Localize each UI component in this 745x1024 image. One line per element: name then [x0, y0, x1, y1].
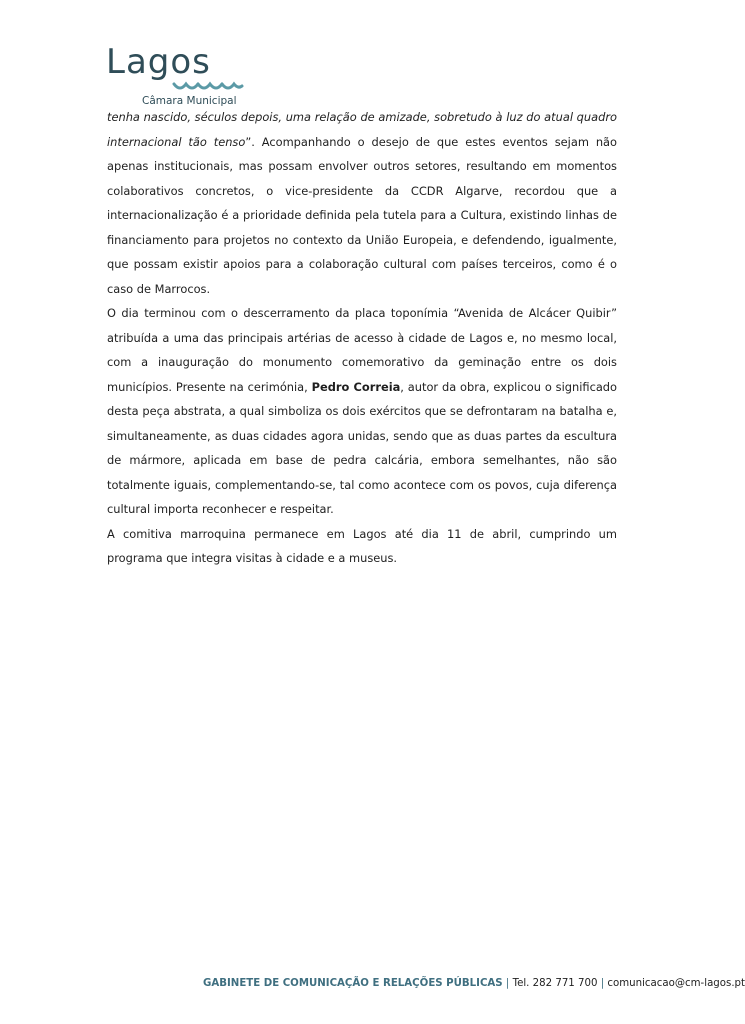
footer-department: GABINETE DE COMUNICAÇÃO E RELAÇÕES PÚBLICAS — [203, 978, 503, 989]
footer-separator-2: | — [600, 978, 605, 989]
municipal-logo — [106, 44, 246, 110]
paragraph-2-text-start: O dia terminou com o descerramento da placa toponímia “Avenida de Alcácer Quibir” atribuída a uma das principais artérias de acesso à cidade de Lagos e, no mesmo local, com a inauguração do monumento comemorativo da geminação entre os dois municípios. Presente na cerimónia, — [107, 306, 617, 394]
page-footer — [203, 977, 745, 991]
paragraph-2 — [107, 301, 617, 522]
paragraph-2-text-end: , autor da obra, explicou o significado desta peça abstrata, a qual simboliza os dois exércitos que se defrontaram na batalha e, simultaneamente, as duas cidades agora unidas, sendo que as duas partes da escultura de mármore, aplicada em base de pedra calcária, embora semelhantes, não são totalmente iguais, complementando-se, tal como acontece com os povos, cuja diferença cultural importa reconhecer e respeitar. — [107, 379, 618, 516]
paragraph-1 — [107, 105, 617, 301]
author-name: Pedro Correia — [311, 379, 401, 394]
footer-email[interactable]: comunicacao@cm-lagos.pt — [607, 978, 745, 989]
logo-subtitle: Câmara Municipal — [142, 95, 237, 107]
logo-wordmark: Lagos — [106, 42, 211, 82]
waves-icon — [172, 80, 244, 94]
paragraph-1-text: ”. Acompanhando o desejo de que estes eventos sejam não apenas institucionais, mas possam envolver outros setores, resultando em momentos colaborativos concretos, o vice-presidente da CCDR Algarve, recordou que a internacionalização é a prioridade definida pela tutela para a Cultura, existindo linhas de financiamento para projetos no contexto da União Europeia, e defendendo, igualmente, que possam existir apoios para a colaboração cultural com países terceiros, como é o caso de Marrocos. — [107, 134, 617, 296]
paragraph-3: A comitiva marroquina permanece em Lagos até dia 11 de abril, cumprindo um programa que integra visitas à cidade e a museus. — [107, 526, 617, 565]
article-body — [107, 105, 617, 571]
footer-separator: | — [505, 978, 510, 989]
footer-telephone: Tel. 282 771 700 — [512, 978, 598, 989]
quote-italic: tenha nascido, séculos depois, uma relação de amizade, sobretudo à luz do atual quadro internacional tão tenso — [107, 110, 617, 149]
